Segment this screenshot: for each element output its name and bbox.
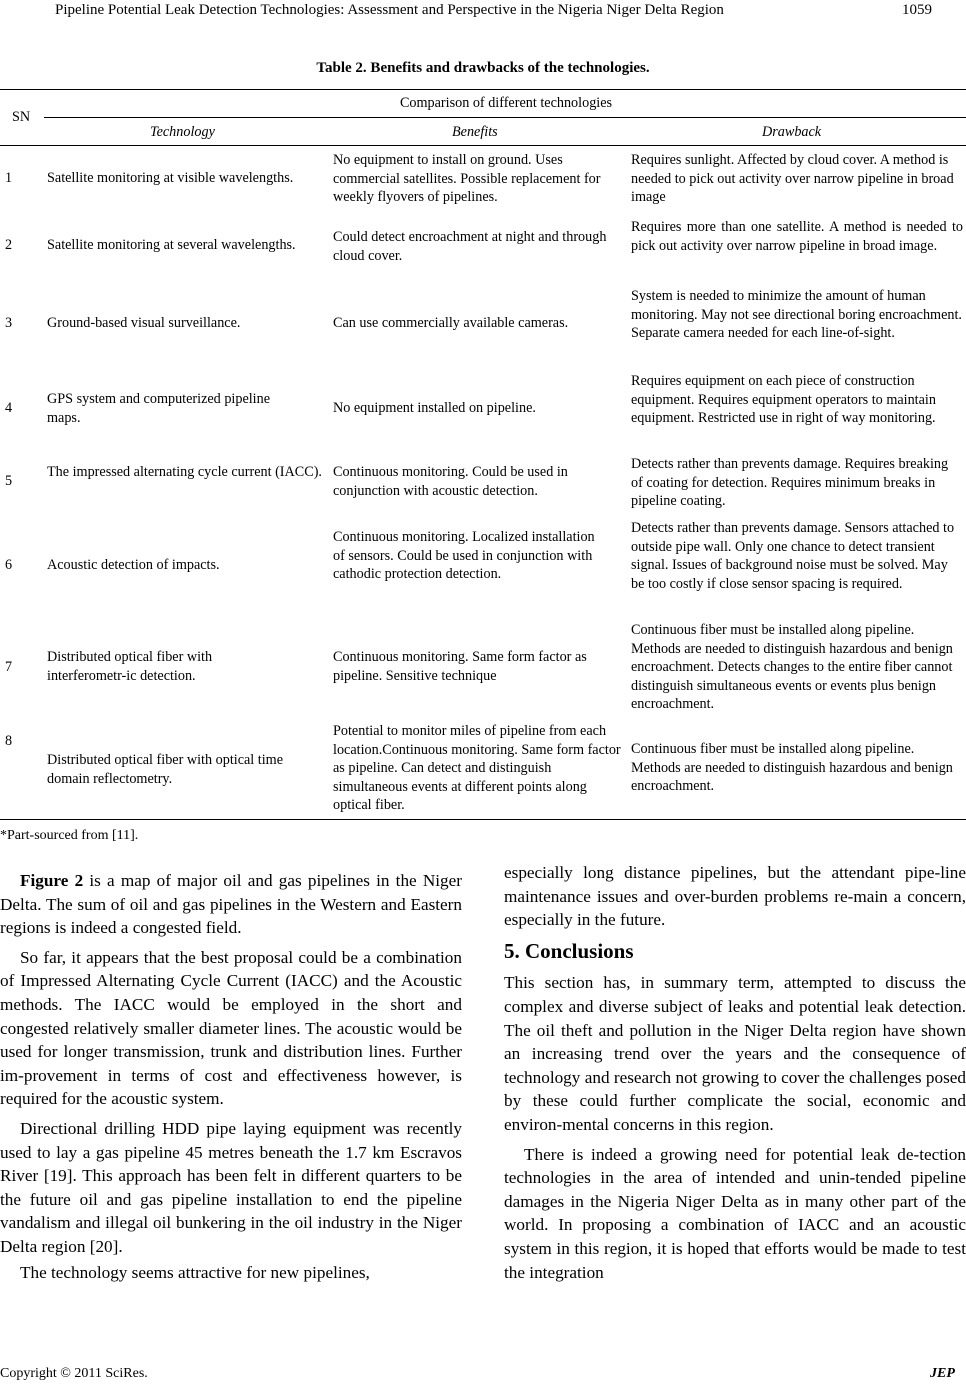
- row-benefits: Can use commercially available cameras.: [333, 315, 569, 331]
- row-drawback: System is needed to minimize the amount of human monitoring. May not see directional boring encroachment. Separate camera needed for each line-of-sight.: [631, 288, 962, 341]
- row-drawback: Continuous fiber must be installed along pipeline. Methods are needed to distinguish hazardous and benign encroachment. Detects changes to the entire fiber cannot distinguish simultaneous events or events plus benign encroachment.: [631, 622, 953, 712]
- section-title: 5. Conclusions: [504, 938, 634, 963]
- row-sn: 8: [5, 733, 13, 749]
- col-header-technology: Technology: [150, 124, 215, 140]
- row-technology: Acoustic detection of impacts.: [47, 557, 220, 573]
- row-technology: Satellite monitoring at visible wavelengths.: [47, 170, 294, 186]
- row-sn: 3: [5, 315, 13, 331]
- row-benefits: Potential to monitor miles of pipeline from each location.Continuous monitoring. Same form factor as pipeline. Can detect and distinguish simultaneous events at different points along optical fiber.: [333, 723, 621, 813]
- group-header-rule: [44, 117, 966, 118]
- row-benefits: No equipment installed on pipeline.: [333, 400, 536, 416]
- row-sn: 5: [5, 473, 13, 489]
- row-sn: 6: [5, 557, 13, 573]
- table-bottom-rule: [0, 819, 966, 820]
- paragraph: So far, it appears that the best proposal could be a combination of Impressed Alternating Cycle Current (IACC) and the Acoustic methods. The IACC would be employed in the short and congested relatively smaller diameter lines. The acoustic would be used for longer transmission, trunk and distribution lines. Further im-provement in terms of cost and effectiveness however, is required for the acoustic system.: [0, 947, 462, 1109]
- group-header: Comparison of different technologies: [399, 95, 613, 111]
- row-drawback: Requires more than one satellite. A method is needed to pick out activity over narrow pipeline in broad image.: [631, 219, 963, 254]
- col-header-benefits: Benefits: [452, 124, 498, 140]
- row-technology: GPS system and computerized pipeline maps.: [47, 391, 271, 426]
- paragraph: This section has, in summary term, attempted to discuss the complex and diverse subject of leaks and potential leak detection. The oil theft and pollution in the Niger Delta region have shown an increasing trend over the years and the consequence of technology and research not growing to cover the challenges posed by these could further complicate the social, economic and environ-mental concerns in this region.: [504, 973, 966, 1134]
- row-drawback: Continuous fiber must be installed along pipeline. Methods are needed to distinguish hazardous and benign encroachment.: [631, 741, 953, 794]
- row-benefits: Could detect encroachment at night and through cloud cover.: [333, 229, 607, 264]
- row-sn: 7: [5, 659, 13, 675]
- running-head: [0, 0, 966, 20]
- journal-abbrev: JEP: [930, 1366, 955, 1381]
- copyright: Copyright © 2011 SciRes.: [0, 1366, 148, 1381]
- row-sn: 2: [5, 237, 13, 253]
- row-benefits: Continuous monitoring. Localized installation of sensors. Could be used in conjunction with cathodic protection detection.: [333, 529, 595, 582]
- page-number: 1059: [902, 2, 932, 18]
- row-benefits: No equipment to install on ground. Uses commercial satellites. Possible replacement for weekly flyovers of pipelines.: [333, 152, 601, 205]
- sn-header: SN: [12, 109, 31, 125]
- table-top-rule: [0, 89, 966, 90]
- figure-reference[interactable]: Figure 2: [20, 871, 84, 890]
- row-drawback: Detects rather than prevents damage. Requires breaking of coating for detection. Requires minimum breaks in pipeline coating.: [631, 456, 949, 509]
- paragraph-text: is a map of major oil and gas pipelines in the Niger Delta. The sum of oil and gas pipelines in the Western and Eastern regions is indeed a congested field.: [0, 871, 462, 938]
- paragraph: [0, 869, 462, 940]
- table-caption: Table 2. Benefits and drawbacks of the technologies.: [316, 60, 650, 76]
- col-header-drawback: Drawback: [762, 124, 822, 140]
- paragraph: There is indeed a growing need for potential leak de-tection technologies in the area of intended and unin-tended pipeline damages in the Nigeria Niger Delta as in many other part of the world. In proposing a combination of IACC and an acoustic system in this region, it is hoped that efforts would be made to test the integration: [504, 1144, 966, 1282]
- row-sn: 1: [5, 170, 13, 186]
- paragraph: especially long distance pipelines, but the attendant pipe-line maintenance issues and over-burden problems re-main a concern, especially in the future.: [504, 863, 966, 930]
- header-bottom-rule: [0, 145, 966, 146]
- row-drawback: Requires equipment on each piece of construction equipment. Requires equipment operators to maintain equipment. Restricted use in right of way monitoring.: [631, 373, 936, 426]
- row-technology: The impressed alternating cycle current (IACC).: [47, 464, 322, 480]
- right-column: [504, 861, 966, 1284]
- row-technology: Distributed optical fiber with interferometr-ic detection.: [47, 649, 213, 684]
- row-technology: Ground-based visual surveillance.: [47, 315, 241, 331]
- paragraph: The technology seems attractive for new pipelines,: [20, 1262, 370, 1282]
- row-drawback: Detects rather than prevents damage. Sensors attached to outside pipe wall. Only one chance to detect transient signal. Issues of background noise must be solved. May be too costly if close sensor spacing is required.: [631, 520, 955, 592]
- row-sn: 4: [5, 400, 13, 416]
- paragraph: Directional drilling HDD pipe laying equipment was recently used to lay a gas pipeline 45 metres beneath the 1.7 km Escravos River [19]. This approach has been felt in different quarters to be the future oil and gas pipeline installation to end the pipeline vandalism and illegal oil bunkering in the oil industry in the Niger Delta region [20].: [0, 1118, 462, 1256]
- left-column: [0, 869, 462, 1284]
- row-technology: Satellite monitoring at several wavelengths.: [47, 237, 296, 253]
- row-benefits: Continuous monitoring. Same form factor as pipeline. Sensitive technique: [333, 649, 587, 684]
- row-technology: Distributed optical fiber with optical time domain reflectometry.: [47, 752, 284, 787]
- row-drawback: Requires sunlight. Affected by cloud cover. A method is needed to pick out activity over narrow pipeline in broad image: [631, 152, 954, 205]
- row-benefits: Continuous monitoring. Could be used in conjunction with acoustic detection.: [333, 464, 568, 499]
- running-head-title: Pipeline Potential Leak Detection Technologies: Assessment and Perspective in the Nigeria Niger Delta Region: [55, 2, 724, 18]
- table-footnote: *Part-sourced from [11].: [0, 828, 139, 843]
